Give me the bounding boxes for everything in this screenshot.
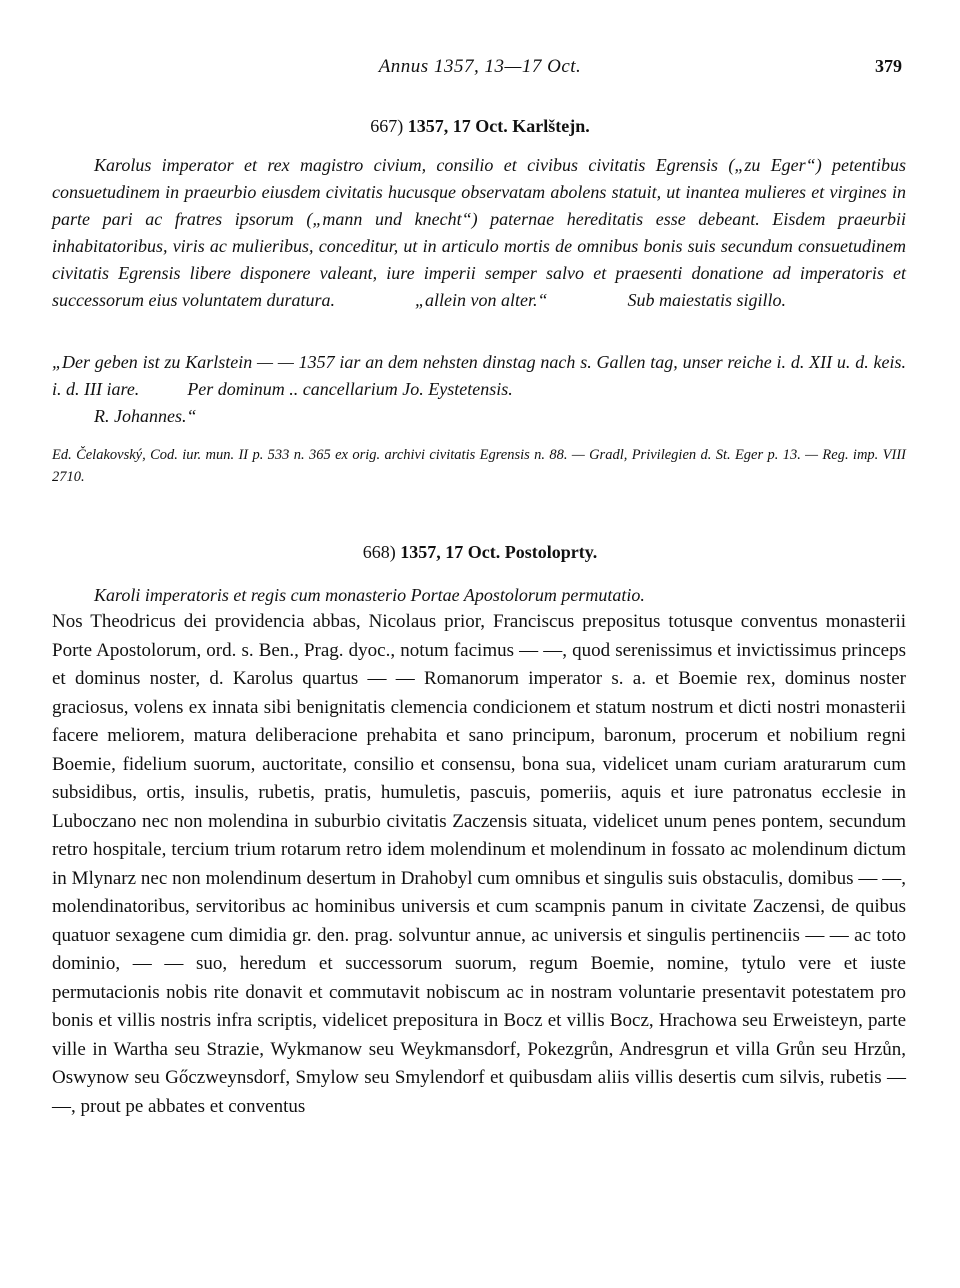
entry-668-regest: Karoli imperatoris et regis cum monasterio Portae Apostolorum permutatio. (94, 585, 645, 605)
entry-667-edition-note: Ed. Čelakovský, Cod. iur. mun. II p. 533 n. 365 ex orig. archivi civitatis Egrensis n. 88. — Gradl, Privilegien d. St. Eger p. 13. — Reg. imp. VIII 2710. (52, 447, 906, 485)
entry-667-regest (52, 152, 906, 314)
entry-667-number: 667) (370, 116, 404, 136)
entry-667-heading (0, 116, 960, 137)
page-number: 379 (875, 56, 902, 76)
running-head (0, 56, 960, 84)
entry-667-seal-note: Sub maiestatis sigillo. (627, 290, 787, 310)
running-title: Annus 1357, 13—17 Oct. (378, 56, 582, 77)
entry-667-quote-incipit: „allein von alter.“ (414, 290, 548, 310)
entry-668-heading (0, 542, 960, 563)
entry-667-regest-text: Karolus imperator et rex magistro civium, consilio et civibus civitatis Egrensis („zu Eger“) petentibus consuetudinem in praeurbio eiusdem civitatis hucusque observatam abolens statuit, ut inantea mulieres et virgines in parte pari ac fratres ipsorum („mann und knecht“) paternae hereditatis esse debeant. Eisdem praeurbii inhabitatoribus, viris ac mulieribus, conceditur, ut in articulo mortis de omnibus bonis suis secundum consuetudinem civitatis Egrensis libere disponere valeant, iure imperii semper salvo et praesenti donatione ad imperatoris et successorum eius voluntatem duratura. (52, 155, 906, 310)
entry-667-title: 1357, 17 Oct. Karlštejn. (407, 116, 590, 136)
entry-667-chancery-note: Per dominum .. cancellarium Jo. Eystetensis. (187, 379, 513, 399)
entry-668-number: 668) (362, 542, 396, 562)
entry-667-signature: R. Johannes.“ (94, 406, 197, 426)
entry-667-dating (52, 349, 906, 403)
entry-667-dating-line: „Der geben ist zu Karlstein — — 1357 iar an dem nehsten dinstag nach s. Gallen tag, unser reiche i. d. XII u. d. keis. i. d. III iare. (52, 352, 906, 399)
entry-668-title: 1357, 17 Oct. Postoloprty. (400, 542, 598, 562)
entry-668-text: Nos Theodricus dei providencia abbas, Nicolaus prior, Franciscus prepositus totusque conventus monasterii Porte Apostolorum, ord. s. Ben., Prag. dyoc., notum facimus — —, quod serenissimus et invictissimus princeps et dominus noster, d. Karolus quartus — — Romanorum imperator s. a. et Boemie rex, dominus noster graciosus, volens ex innata sibi benignitatis clemencia condicionem et statum nostrum et dicti nostri monasterii facere meliorem, matura deliberacione prehabita et sano principum, baronum, procerum et nobilium regni Boemie, fidelium suorum, auctoritate, consilio et consensu, bona sua, videlicet unam curiam araturarum cum subsidibus, ortis, insulis, rubetis, pratis, humuletis, pascuis, pomeriis, aquis et iure patronatus ecclesie in Luboczano nec non molendina in suburbio civitatis Zaczensis situata, videlicet unum penes pontem, secundum retro hospitale, tercium trium rotarum retro idem molendinum et molendinum in fossato ac molendinum dictum in Mlynarz nec non molendinum desertum in Drahobyl cum omnibus et singulis suis obstaculis, domibus — —, molendinatoribus, servitoribus ac hominibus universis et cum scampnis panum in civitate Zaczensi, de quibus quatuor sexagene cum dimidia gr. den. prag. solvuntur annue, ac universis et singulis pertinenciis — — ac toto dominio, — — suo, heredum et successorum suorum, regum Boemie, nomine, tytulo vere et iuste permutacionis nobis rite donavit et commutavit nobiscum ac in nostram voluntarie presentavit potestatem pro bonis et villis nostris infra scriptis, videlicet prepositura in Bocz et villis Bocz, Hrachowa seu Erweisteyn, parte ville in Wartha seu Strazie, Wykmanow seu Weykmansdorf, Pokezgrůn, Andresgrun et villa Grůn seu Hrzůn, Oswynow seu Gőczweynsdorf, Smylow seu Smylendorf et quibusdam aliis villis desertis cum silvis, rubetis — —, prout pe abbates et conventus (52, 611, 906, 1117)
